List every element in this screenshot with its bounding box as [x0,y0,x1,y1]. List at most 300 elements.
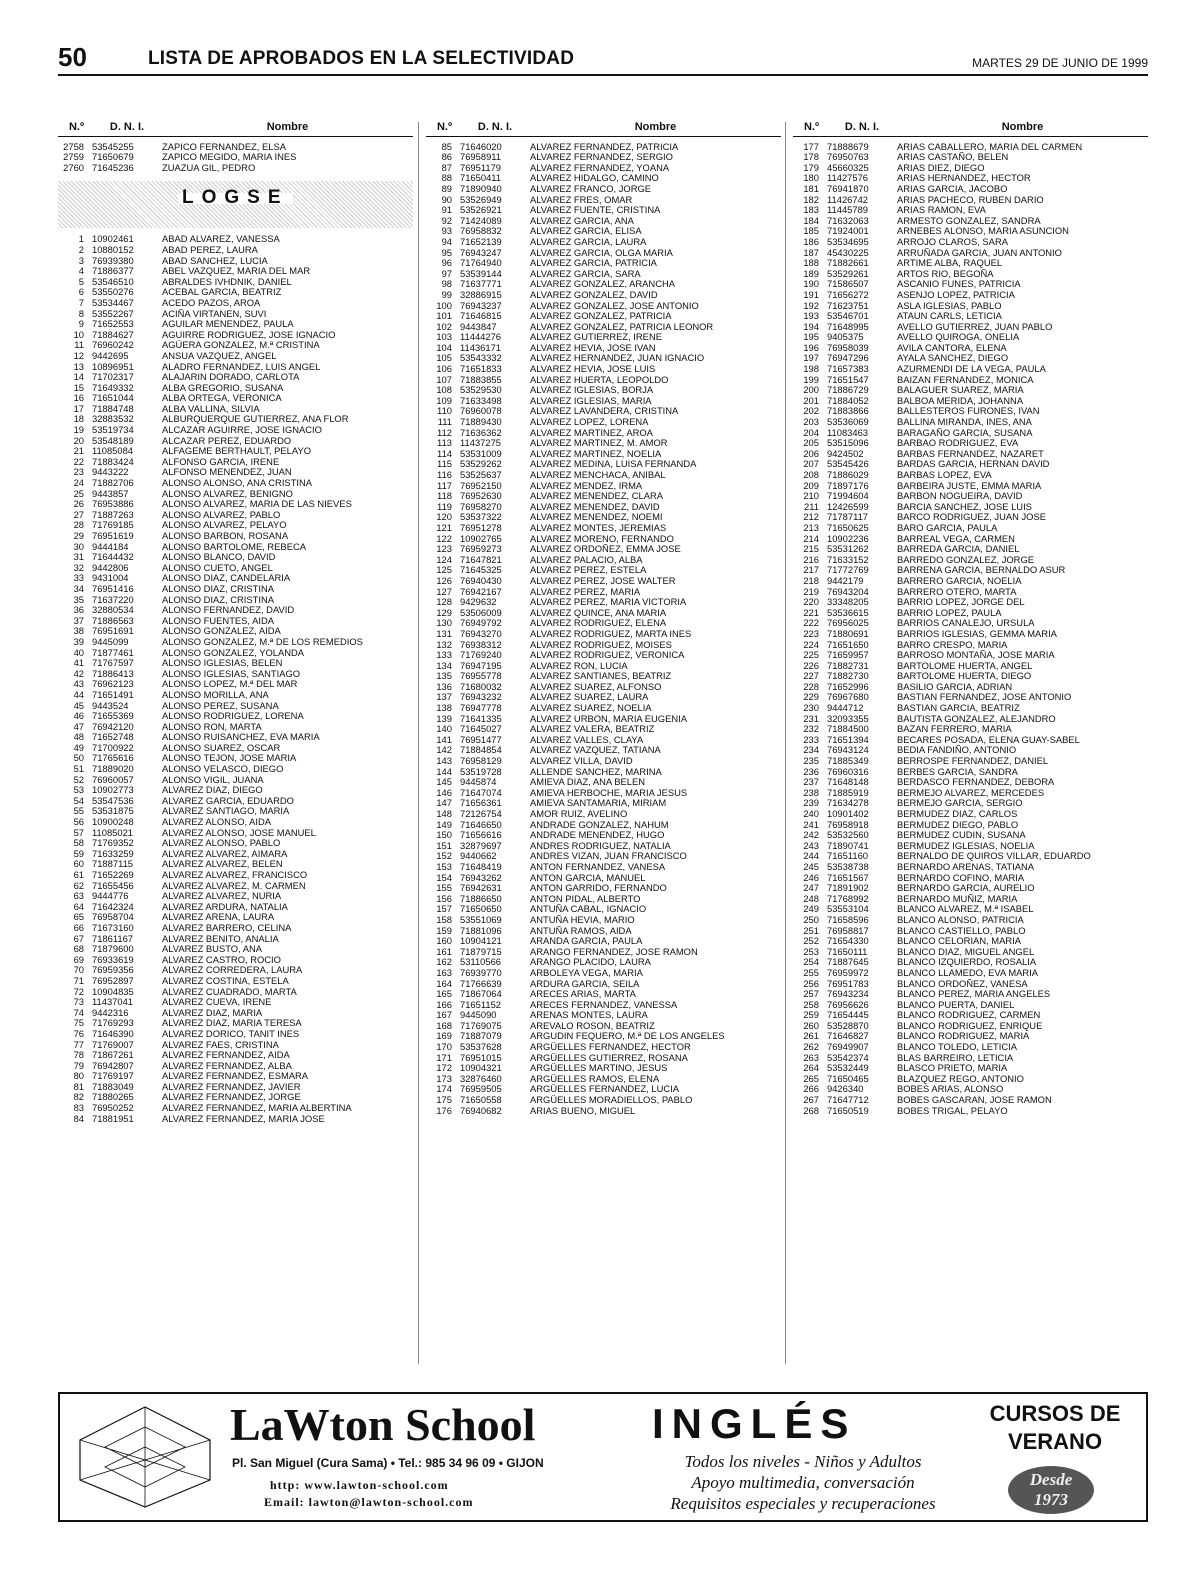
row-name: BLANCO RODRIGUEZ, CARMEN [897,1010,1041,1021]
row-name: ALONSO RODRIGUEZ, LORENA [162,711,304,722]
row-dni: 53532449 [827,1062,869,1074]
row-name: BERMUDEZ IGLESIAS, NOELIA [897,840,1035,851]
row-dni: 53537322 [460,511,502,523]
row-name: ARGÜELLES RAMOS, ELENA [530,1073,660,1084]
row-name: ALVAREZ FERNANDEZ, MARIA JOSE [162,1113,325,1124]
row-dni: 71887645 [827,956,869,968]
row-number: 70 [73,964,84,976]
row-number: 107 [436,373,452,385]
row-name: ALVAREZ FERNANDEZ, JAVIER [162,1081,301,1092]
row-dni: 71867064 [460,988,502,1000]
row-dni: 71647074 [460,786,502,798]
row-name: ANDRADE GONZALEZ, NAHUM [530,819,669,830]
row-dni: 9442316 [92,1006,129,1018]
row-name: AMOR RUIZ, AVELINO [530,809,628,819]
row-dni: 71623751 [827,299,869,311]
row-dni: 10904121 [460,935,502,947]
row-name: ALVAREZ FERNANDEZ, ALBA [162,1060,292,1071]
school-email[interactable]: Email: lawton@lawton-school.com [264,1495,474,1509]
row-number: 27 [73,508,84,520]
ad-line-levels: Todos los niveles - Niños y Adultos [684,1452,922,1471]
row-dni: 76951179 [460,161,502,173]
row-name: ARGÜELLES MARTINO, JESUS [530,1063,668,1074]
row-dni: 71883855 [460,373,502,385]
row-number: 9 [78,318,84,330]
row-number: 97 [441,267,452,279]
row-name: ALVAREZ GONZALEZ, PATRICIA [530,311,672,322]
row-name: ALVAREZ FERNANDEZ, PATRICIA [530,141,679,152]
row-number: 18 [73,413,84,425]
row-number: 152 [436,850,452,862]
row-dni: 53551069 [460,913,502,925]
row-number: 237 [803,776,819,788]
row-name: BERBES GARCIA, SANDRA [897,766,1018,777]
row-number: 245 [803,860,819,872]
row-number: 50 [73,752,84,764]
table-row [426,237,781,248]
header-number: N.º [68,121,84,133]
row-dni: 71702317 [92,371,134,383]
row-name: ALVAREZ GARCIA, ELISA [530,226,642,237]
column-divider [418,122,419,1364]
row-number: 76 [73,1027,84,1039]
row-name: ALVAREZ MENCHACA, ANIBAL [530,470,666,480]
row-number: 223 [803,627,819,639]
row-dni: 71768992 [827,892,869,904]
table-row [58,870,413,881]
row-name: BLANCO CELORIAN, MARIA [897,936,1021,947]
row-name: ALVAREZ FERNANDEZ, ESMARA [162,1071,309,1082]
row-dni: 76950252 [92,1102,134,1114]
row-dni: 71886563 [92,614,134,626]
row-number: 159 [436,924,452,936]
header-name: Nombre [634,122,677,133]
table-row [793,470,1148,481]
row-name: ARBOLEYA VEGA, MARIA [530,967,643,978]
row-name: AGÜERA GONZALEZ, M.ª CRISTINA [162,340,320,351]
table-row [426,290,781,301]
row-number: 235 [803,755,819,767]
row-number: 130 [436,617,452,629]
row-name: ARGÜELLES GUTIERREZ, ROSANA [530,1052,688,1063]
table-row [793,629,1148,640]
row-dni: 76952897 [92,974,134,986]
row-dni: 71648148 [827,776,869,788]
row-dni: 76951015 [460,1051,502,1063]
row-dni: 9429632 [460,596,497,608]
table-row [58,163,413,174]
row-number: 170 [436,1041,452,1053]
row-dni: 53529261 [827,267,869,279]
row-name: ALONSO IGLESIAS, BELEN [162,658,283,669]
row-name: ALVAREZ HIDALGO, CAMINO [530,173,659,184]
row-number: 99 [441,288,452,300]
row-name: BLANCO DIAZ, MIGUEL ANGEL [897,946,1035,957]
row-name: BALLESTEROS FURONES, IVAN [897,406,1040,417]
row-name: BARREAL VEGA, CARMEN [897,533,1015,544]
row-number: 175 [436,1094,452,1106]
row-name: ALONSO DIAZ, CANDELARIA [162,573,291,584]
row-number: 182 [803,193,819,205]
row-number: 55 [73,805,84,817]
row-dni: 71650411 [460,172,502,184]
row-name: BLANCO RODRIGUEZ, MARIA [897,1031,1030,1042]
row-number: 202 [803,405,819,417]
row-dni: 9444184 [92,540,129,552]
row-number: 108 [436,384,452,396]
row-name: ALVAREZ FERNANDEZ, YOANA [530,162,670,173]
row-number: 241 [803,818,819,830]
row-number: 81 [73,1080,84,1092]
advertisement [58,1392,1148,1522]
row-dni: 53546701 [827,310,869,322]
row-name: BECARES POSADA, ELENA GUAY-SABEL [897,734,1080,745]
row-number: 158 [436,913,452,925]
row-number: 224 [803,638,819,650]
row-dni: 53531009 [460,447,502,459]
row-name: ABEL VAZQUEZ, MARIA DEL MAR [162,266,311,277]
row-name: ANTON PIDAL, ALBERTO [530,893,641,904]
row-number: 17 [73,402,84,414]
row-dni: 53110566 [460,956,502,968]
row-number: 167 [436,1009,452,1021]
row-dni: 71633259 [92,847,134,859]
row-number: 32 [73,561,84,573]
row-name: ABAD SANCHEZ, LUCIA [162,255,268,266]
row-dni: 76958270 [460,500,502,512]
row-name: BLANCO TOLEDO, LETICIA [897,1042,1018,1053]
row-dni: 71651044 [92,392,134,404]
row-number: 231 [803,712,819,724]
row-dni: 71655456 [92,879,134,891]
row-number: 155 [436,882,452,894]
table-row [793,184,1148,195]
row-dni: 9443524 [92,699,129,711]
row-dni: 76951416 [92,582,134,594]
row-number: 102 [436,320,452,332]
row-number: 250 [803,913,819,925]
row-dni: 71424089 [460,214,502,226]
row-name: ASCANIO FUNES, PATRICIA [897,279,1021,290]
row-dni: 10902765 [460,532,502,544]
row-name: BALAGUER SUAREZ, MARIA [897,385,1024,396]
row-name: ALVAREZ RODRIGUEZ, ELENA [530,618,667,629]
row-name: ALVAREZ HERNANDEZ, JUAN IGNACIO [530,353,705,364]
row-name: ANDRES RODRIGUEZ, NATALIA [530,840,671,851]
row-number: 30 [73,540,84,552]
row-name: ALVAREZ URBON, MARIA EUGENIA [530,713,687,724]
row-dni: 71646815 [460,310,502,322]
row-name: AGUILAR MENENDEZ, PAULA [162,319,294,330]
row-name: ALONSO PEREZ, SUSANA [162,700,279,711]
row-name: BARAGAÑO GARCIA, SUSANA [897,427,1033,438]
row-name: ABAD PEREZ, LAURA [162,244,258,255]
row-name: ALVAREZ PALACIO, ALBA [530,554,643,565]
row-dni: 76947296 [827,352,869,364]
row-name: BAZAN FERRERO, MARIA [897,724,1012,735]
row-name: ALVAREZ CUEVA, IRENE [162,997,272,1008]
row-dni: 71884854 [460,744,502,756]
row-name: BARBAS FERNANDEZ, NAZARET [897,448,1044,459]
table-row [58,1114,413,1125]
row-name: ARECES ARIAS, MARTA [530,989,636,1000]
ad-line-multimedia: Apoyo multimedia, conversación [691,1473,915,1492]
row-number: 248 [803,892,819,904]
row-dni: 76943270 [460,627,502,639]
row-dni: 71646650 [460,818,502,830]
row-dni: 53548189 [92,434,134,446]
row-name: ALONSO CUETO, ANGEL [162,562,273,573]
column-divider [785,122,786,1364]
row-dni: 71769007 [92,1038,134,1050]
row-dni: 76958704 [92,911,134,923]
row-number: 49 [73,741,84,753]
row-dni: 71885349 [827,755,869,767]
row-name: ALVAREZ BENITO, ANALIA [162,933,279,944]
row-number: 233 [803,733,819,745]
row-dni: 11083463 [827,426,869,438]
row-dni: 71658596 [827,913,869,925]
page-date: MARTES 29 DE JUNIO DE 1999 [972,56,1148,70]
row-number: 132 [436,638,452,650]
row-number: 253 [803,945,819,957]
row-number: 151 [436,839,452,851]
row-dni: 71650465 [827,1072,869,1084]
row-name: ALVAREZ PEREZ, ESTELA [530,565,647,576]
row-number: 100 [436,299,452,311]
row-name: ARGÜELLES FERNANDEZ, LUCIA [530,1084,679,1095]
row-dni: 76952150 [460,479,502,491]
row-name: ANTUÑA RAMOS, AIDA [530,925,632,936]
row-dni: 76939770 [460,966,502,978]
row-number: 264 [803,1062,819,1074]
row-dni: 53525637 [460,469,502,480]
row-number: 54 [73,794,84,806]
row-name: ANTON GARCIA, MANUEL [530,872,646,883]
row-number: 263 [803,1051,819,1063]
row-name: ALVAREZ RON, LUCIA [530,660,628,671]
row-dni: 53547536 [92,794,134,806]
row-name: ALVAREZ LOPEZ, LORENA [530,417,649,428]
row-name: ASENJO LOPEZ, PATRICIA [897,289,1015,300]
row-number: 69 [73,953,84,965]
row-number: 120 [436,511,452,523]
row-dni: 71651567 [827,871,869,883]
row-dni: 71884748 [92,402,134,414]
row-name: ALONSO BLANCO, DAVID [162,552,276,563]
row-number: 109 [436,394,452,406]
row-dni: 76942167 [460,585,502,597]
row-dni: 71652748 [92,731,134,743]
row-name: BLANCO LLAMEDO, EVA MARIA [897,967,1039,978]
row-dni: 53519728 [460,765,502,777]
row-dni: 71642324 [92,900,134,912]
row-dni: 53546510 [92,275,134,287]
row-name: ALVAREZ FERNANDEZ, AIDA [162,1050,290,1061]
row-number: 127 [436,585,452,597]
row-number: 229 [803,691,819,703]
school-website[interactable]: http: www.lawton-school.com [270,1478,449,1492]
row-number: 28 [73,519,84,531]
row-name: ALONSO TEJON, JOSE MARIA [162,753,297,764]
row-dni: 76940430 [460,574,502,586]
row-name: ARMESTO GONZALEZ, SANDRA [897,215,1041,226]
row-name: ARIAS CABALLERO, MARIA DEL CARMEN [897,141,1083,152]
row-dni: 71651833 [460,363,502,375]
row-name: ALVAREZ VAZQUEZ, TATIANA [530,745,661,756]
row-number: 193 [803,310,819,322]
row-number: 163 [436,966,452,978]
row-dni: 71772769 [827,564,869,576]
page-header [58,42,1148,76]
row-name: ALVAREZ GARCIA, LAURA [530,236,647,247]
row-number: 34 [73,582,84,594]
row-name: ALVAREZ GUTIERREZ, IRENE [530,332,662,343]
row-dni: 71651152 [460,998,502,1010]
row-number: 7 [78,296,84,308]
row-number: 172 [436,1062,452,1074]
table-row [426,576,781,587]
row-number: 5 [78,275,84,287]
row-name: ACIÑA VIRTANEN, SUVI [162,308,267,319]
row-number: 238 [803,786,819,798]
row-dni: 11437041 [92,996,134,1008]
row-name: ASLA IGLESIAS, PABLO [897,300,1002,311]
row-number: 143 [436,755,452,767]
row-number: 118 [437,490,452,502]
row-number: 166 [436,998,452,1010]
row-name: ALVAREZ ARDURA, NATALIA [162,901,288,912]
row-number: 114 [437,447,452,459]
row-dni: 71586507 [827,278,869,290]
row-number: 220 [803,596,819,608]
row-dni: 71887263 [92,508,134,520]
row-name: ARIAS BUENO, MIGUEL [530,1105,636,1116]
table-row [793,915,1148,926]
row-dni: 53531875 [92,805,134,817]
row-number: 227 [803,670,819,682]
table-row [426,184,781,195]
row-dni: 71659957 [827,649,869,661]
row-dni: 9443857 [92,487,129,499]
row-number: 153 [436,860,452,872]
row-number: 41 [73,657,84,669]
row-number: 19 [73,424,84,436]
row-number: 212 [803,511,819,523]
row-dni: 71657383 [827,363,869,375]
table-row [793,862,1148,873]
row-dni: 33348205 [827,596,869,608]
row-number: 255 [803,966,819,978]
table-row [58,584,413,595]
row-name: ALVAREZ ALONSO, PABLO [162,838,281,849]
table-row [426,968,781,979]
row-name: ALVAREZ QUINCE, ANA MARIA [530,607,667,618]
row-dni: 71887115 [92,858,134,870]
row-dni: 71880691 [827,627,869,639]
row-dni: 9431004 [92,572,129,584]
row-number: 2 [78,243,84,255]
row-dni: 71881096 [460,924,502,936]
row-dni: 76959273 [460,543,502,555]
row-name: AVILA CANTORA, ELENA [897,342,1007,353]
row-dni: 76943237 [460,299,502,311]
row-number: 73 [73,996,84,1008]
row-number: 92 [441,214,452,226]
row-name: BARRERO OTERO, MARTA [897,586,1017,597]
row-name: ARANDA GARCIA, PAULA [530,936,643,947]
row-name: ATAUN CARLS, LETICIA [897,311,1002,322]
row-number: 232 [803,723,819,735]
table-row [58,1029,413,1040]
row-name: BARRO CRESPO, MARIA [897,639,1008,650]
row-name: ALCAZAR PEREZ, EDUARDO [162,435,292,446]
row-name: BERNARDO MUÑIZ, MARIA [897,893,1018,904]
row-dni: 71651547 [827,373,869,385]
row-dni: 71650679 [92,151,134,163]
row-number: 2760 [63,161,84,173]
column-header [793,122,1148,137]
row-name: ARECES FERNANDEZ, VANESSA [530,999,678,1010]
row-dni: 76955778 [460,670,502,682]
row-name: ALVAREZ GONZALEZ, ARANCHA [530,279,675,290]
row-name: ARGÜELLES MORADIELLOS, PABLO [530,1095,693,1106]
row-number: 194 [803,320,819,332]
row-number: 125 [436,564,452,576]
row-number: 29 [73,530,84,541]
row-name: ALVAREZ VALERA, BEATRIZ [530,724,655,735]
row-name: ALVAREZ MEDINA, LUISA FERNANDA [530,459,697,470]
row-name: ALVAREZ ALVAREZ, NURIA [162,891,282,902]
row-number: 128 [436,596,452,608]
row-number: 74 [73,1006,84,1018]
row-number: 134 [436,659,452,671]
row-dni: 76959356 [92,964,134,976]
row-number: 206 [803,447,819,459]
row-dni: 10902773 [92,784,134,796]
row-dni: 10902236 [827,532,869,544]
row-number: 105 [436,352,452,364]
row-name: ALVAREZ PEREZ, MARIA [530,586,641,597]
row-number: 110 [437,405,452,417]
row-dni: 71655369 [92,710,134,722]
table-row [793,523,1148,534]
row-number: 236 [803,765,819,777]
row-number: 51 [73,763,84,775]
row-number: 117 [437,479,452,491]
row-name: BERMEJO ALVAREZ, MERCEDES [897,787,1045,798]
row-name: BASTIAN GARCIA, BEATRIZ [897,703,1020,714]
row-name: ALVAREZ CUADRADO, MARTA [162,986,297,997]
row-name: ALVAREZ GONZALEZ, JOSE ANTONIO [530,300,699,311]
row-number: 53 [73,784,84,796]
row-name: ALVAREZ GONZALEZ, PATRICIA LEONOR [530,321,714,332]
row-number: 45 [73,699,84,711]
row-dni: 9443222 [92,466,129,478]
row-number: 21 [73,445,84,457]
row-number: 112 [437,426,452,438]
row-number: 186 [803,235,819,247]
row-dni: 76958832 [460,225,502,237]
row-dni: 71886729 [827,384,869,396]
row-number: 47 [73,720,84,732]
row-number: 88 [441,172,452,184]
row-number: 260 [803,1019,819,1031]
row-number: 11 [74,339,84,351]
table-row [793,237,1148,248]
row-dni: 45430225 [827,246,869,258]
row-number: 84 [73,1112,84,1124]
